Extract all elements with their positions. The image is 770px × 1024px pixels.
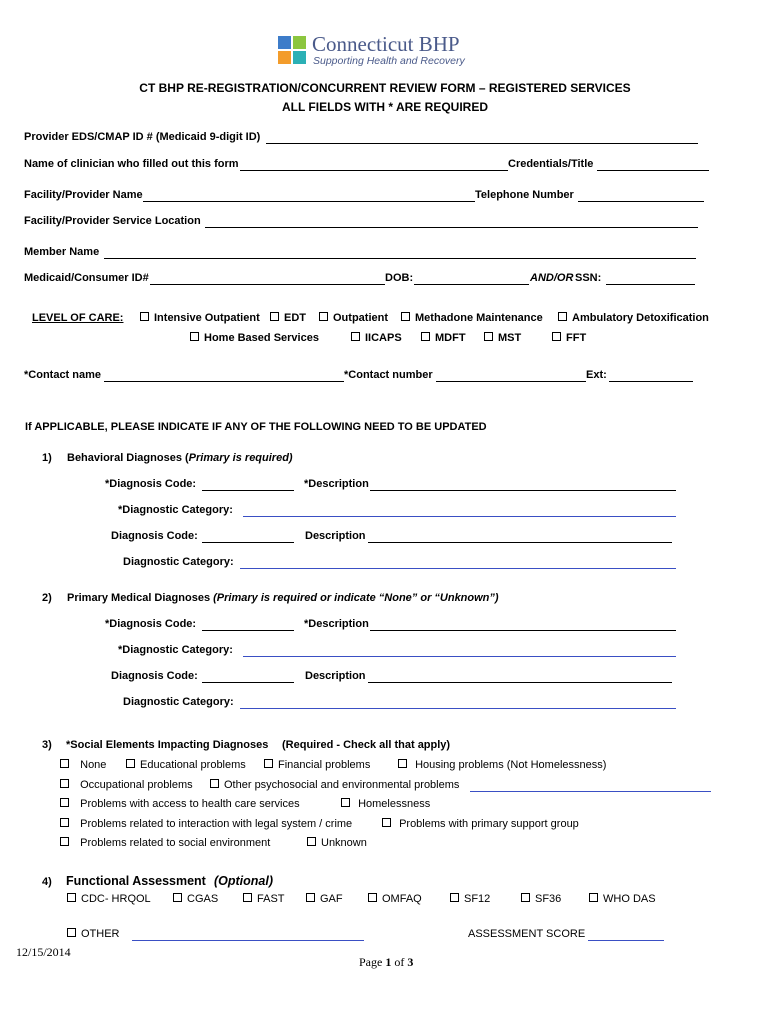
checkbox-icon[interactable] [173, 893, 182, 902]
s2-cat-req-field[interactable] [243, 656, 676, 657]
s1-cat-field[interactable] [240, 568, 676, 569]
section3-required: (Required - Check all that apply) [282, 739, 451, 751]
page-number: Page 1 of 3 [359, 955, 414, 969]
loc-intensive-outpatient[interactable]: Intensive Outpatient [140, 312, 260, 324]
checkbox-icon[interactable] [140, 312, 149, 321]
s2-dx-code-field[interactable] [202, 682, 294, 683]
s2-cat-label: Diagnostic Category: [123, 696, 234, 708]
contact-name-label: *Contact name [24, 369, 102, 381]
member-name-label: Member Name [24, 246, 100, 258]
loc-outpatient[interactable]: Outpatient [319, 312, 388, 324]
logo-mark-icon [278, 34, 308, 66]
fa-other-field[interactable] [132, 940, 364, 941]
checkbox-icon[interactable] [307, 837, 316, 846]
social-environment[interactable]: Problems related to social environment [60, 837, 270, 849]
s2-dx-code-req-label: *Diagnosis Code: [105, 618, 197, 630]
fa-gaf[interactable]: GAF [306, 893, 343, 905]
loc-fft[interactable]: FFT [552, 332, 586, 344]
checkbox-icon[interactable] [558, 312, 567, 321]
s1-desc-req-field[interactable] [370, 490, 676, 491]
checkbox-icon[interactable] [60, 798, 69, 807]
checkbox-icon[interactable] [60, 837, 69, 846]
fa-cdc-hrqol[interactable]: CDC- HRQOL [67, 893, 151, 905]
checkbox-icon[interactable] [368, 893, 377, 902]
fa-who-das[interactable]: WHO DAS [589, 893, 656, 905]
logo-name: Connecticut BHP [312, 32, 460, 56]
checkbox-icon[interactable] [401, 312, 410, 321]
s2-desc-req-field[interactable] [370, 630, 676, 631]
s1-dx-code-req-label: *Diagnosis Code: [105, 478, 197, 490]
checkbox-icon[interactable] [67, 928, 76, 937]
provider-id-label: Provider EDS/CMAP ID # (Medicaid 9-digit ID) [24, 131, 261, 143]
assessment-score-label: ASSESSMENT SCORE [468, 928, 586, 940]
checkbox-icon[interactable] [126, 759, 135, 768]
logo-tagline: Supporting Health and Recovery [313, 55, 465, 67]
checkbox-icon[interactable] [421, 332, 430, 341]
location-field[interactable] [205, 227, 698, 228]
checkbox-icon[interactable] [319, 312, 328, 321]
footer-date: 12/15/2014 [16, 945, 71, 959]
section3-number: 3) [42, 739, 52, 751]
social-educational[interactable]: Educational problems [126, 759, 246, 771]
checkbox-icon[interactable] [190, 332, 199, 341]
medicaid-id-label: Medicaid/Consumer ID# [24, 272, 149, 284]
checkbox-icon[interactable] [521, 893, 530, 902]
section2-number: 2) [42, 592, 52, 604]
checkbox-icon[interactable] [264, 759, 273, 768]
logo [278, 34, 498, 70]
ssn-andor: AND/OR [530, 272, 574, 284]
checkbox-icon[interactable] [210, 779, 219, 788]
telephone-label: Telephone Number [475, 189, 574, 201]
update-heading: If APPLICABLE, PLEASE INDICATE IF ANY OF THE FOLLOWING NEED TO BE UPDATED [25, 421, 487, 433]
checkbox-icon[interactable] [60, 759, 69, 768]
clinician-label: Name of clinician who filled out this form [24, 158, 239, 170]
contact-number-field[interactable] [436, 381, 586, 382]
checkbox-icon[interactable] [341, 798, 350, 807]
fa-sf36[interactable]: SF36 [521, 893, 561, 905]
checkbox-icon[interactable] [484, 332, 493, 341]
s1-dx-code-req-field[interactable] [202, 490, 294, 491]
dob-field[interactable] [414, 284, 529, 285]
ext-label: Ext: [586, 369, 607, 381]
s1-cat-req-label: *Diagnostic Category: [118, 504, 233, 516]
s2-desc-label: Description [305, 670, 366, 682]
assessment-score-field[interactable] [588, 940, 664, 941]
s1-dx-code-field[interactable] [202, 542, 294, 543]
loc-edt[interactable]: EDT [270, 312, 306, 324]
s1-cat-label: Diagnostic Category: [123, 556, 234, 568]
checkbox-icon[interactable] [60, 818, 69, 827]
social-housing[interactable]: Housing problems (Not Homelessness) [398, 759, 606, 771]
loc-home-based[interactable]: Home Based Services [190, 332, 319, 344]
social-access-health[interactable]: Problems with access to health care services [60, 798, 300, 810]
checkbox-icon[interactable] [243, 893, 252, 902]
fa-other[interactable]: OTHER [67, 928, 120, 940]
fa-omfaq[interactable]: OMFAQ [368, 893, 422, 905]
section4-optional: (Optional) [214, 874, 274, 888]
form-subtitle: ALL FIELDS WITH * ARE REQUIRED [281, 100, 488, 114]
telephone-field[interactable] [578, 201, 704, 202]
social-legal[interactable]: Problems related to interaction with legal system / crime [60, 818, 352, 830]
social-financial[interactable]: Financial problems [264, 759, 370, 771]
s1-desc-field[interactable] [368, 542, 672, 543]
checkbox-icon[interactable] [552, 332, 561, 341]
checkbox-icon[interactable] [398, 759, 407, 768]
s2-dx-code-label: Diagnosis Code: [111, 670, 198, 682]
form-title: CT BHP RE-REGISTRATION/CONCURRENT REVIEW FORM – REGISTERED SERVICES [139, 81, 631, 95]
contact-name-field[interactable] [104, 381, 344, 382]
checkbox-icon[interactable] [270, 312, 279, 321]
social-primary-support[interactable]: Problems with primary support group [382, 818, 579, 830]
social-none[interactable]: None [60, 759, 106, 771]
social-homelessness[interactable]: Homelessness [341, 798, 430, 810]
loc-ambulatory-detox[interactable]: Ambulatory Detoxification [558, 312, 709, 324]
s1-dx-code-label: Diagnosis Code: [111, 530, 198, 542]
checkbox-icon[interactable] [306, 893, 315, 902]
s1-desc-label: Description [305, 530, 366, 542]
section3-title: *Social Elements Impacting Diagnoses [66, 739, 269, 751]
loc-methadone[interactable]: Methadone Maintenance [401, 312, 543, 324]
dob-label: DOB: [385, 272, 414, 284]
medicaid-id-field[interactable] [150, 284, 385, 285]
fa-cgas[interactable]: CGAS [173, 893, 218, 905]
social-unknown[interactable]: Unknown [307, 837, 367, 849]
social-occupational[interactable]: Occupational problems [60, 779, 193, 791]
section4-title: Functional Assessment [66, 874, 206, 888]
s1-desc-req-label: *Description [304, 478, 369, 490]
clinician-field[interactable] [240, 170, 508, 171]
loc-mst[interactable]: MST [484, 332, 521, 344]
checkbox-icon[interactable] [351, 332, 360, 341]
section1-number: 1) [42, 452, 52, 464]
facility-name-field[interactable] [143, 201, 475, 202]
s2-desc-req-label: *Description [304, 618, 369, 630]
credentials-label: Credentials/Title [508, 158, 594, 170]
ssn-field[interactable] [606, 284, 695, 285]
checkbox-icon[interactable] [450, 893, 459, 902]
s2-desc-field[interactable] [368, 682, 672, 683]
section1-title: Behavioral Diagnoses (Primary is required) [67, 452, 293, 464]
fa-sf12[interactable]: SF12 [450, 893, 490, 905]
location-label: Facility/Provider Service Location [24, 215, 201, 227]
checkbox-icon[interactable] [589, 893, 598, 902]
s2-cat-req-label: *Diagnostic Category: [118, 644, 233, 656]
facility-name-label: Facility/Provider Name [24, 189, 143, 201]
section4-number: 4) [42, 876, 52, 888]
social-other-field[interactable] [470, 791, 711, 792]
member-name-field[interactable] [104, 258, 696, 259]
s2-dx-code-req-field[interactable] [202, 630, 294, 631]
s1-cat-req-field[interactable] [243, 516, 676, 517]
fa-fast[interactable]: FAST [243, 893, 285, 905]
credentials-field[interactable] [597, 170, 709, 171]
ssn-label: SSN: [575, 272, 602, 284]
loc-mdft[interactable]: MDFT [421, 332, 466, 344]
ext-field[interactable] [609, 381, 693, 382]
contact-number-label: *Contact number [344, 369, 433, 381]
s2-cat-field[interactable] [240, 708, 676, 709]
level-of-care-label: LEVEL OF CARE: [32, 312, 124, 324]
checkbox-icon[interactable] [382, 818, 391, 827]
checkbox-icon[interactable] [67, 893, 76, 902]
loc-iicaps[interactable]: IICAPS [351, 332, 402, 344]
social-other-psychosocial[interactable]: Other psychosocial and environmental problems [210, 779, 459, 791]
checkbox-icon[interactable] [60, 779, 69, 788]
section2-title: Primary Medical Diagnoses (Primary is required or indicate “None” or “Unknown”) [67, 592, 499, 604]
provider-id-field[interactable] [266, 143, 698, 144]
